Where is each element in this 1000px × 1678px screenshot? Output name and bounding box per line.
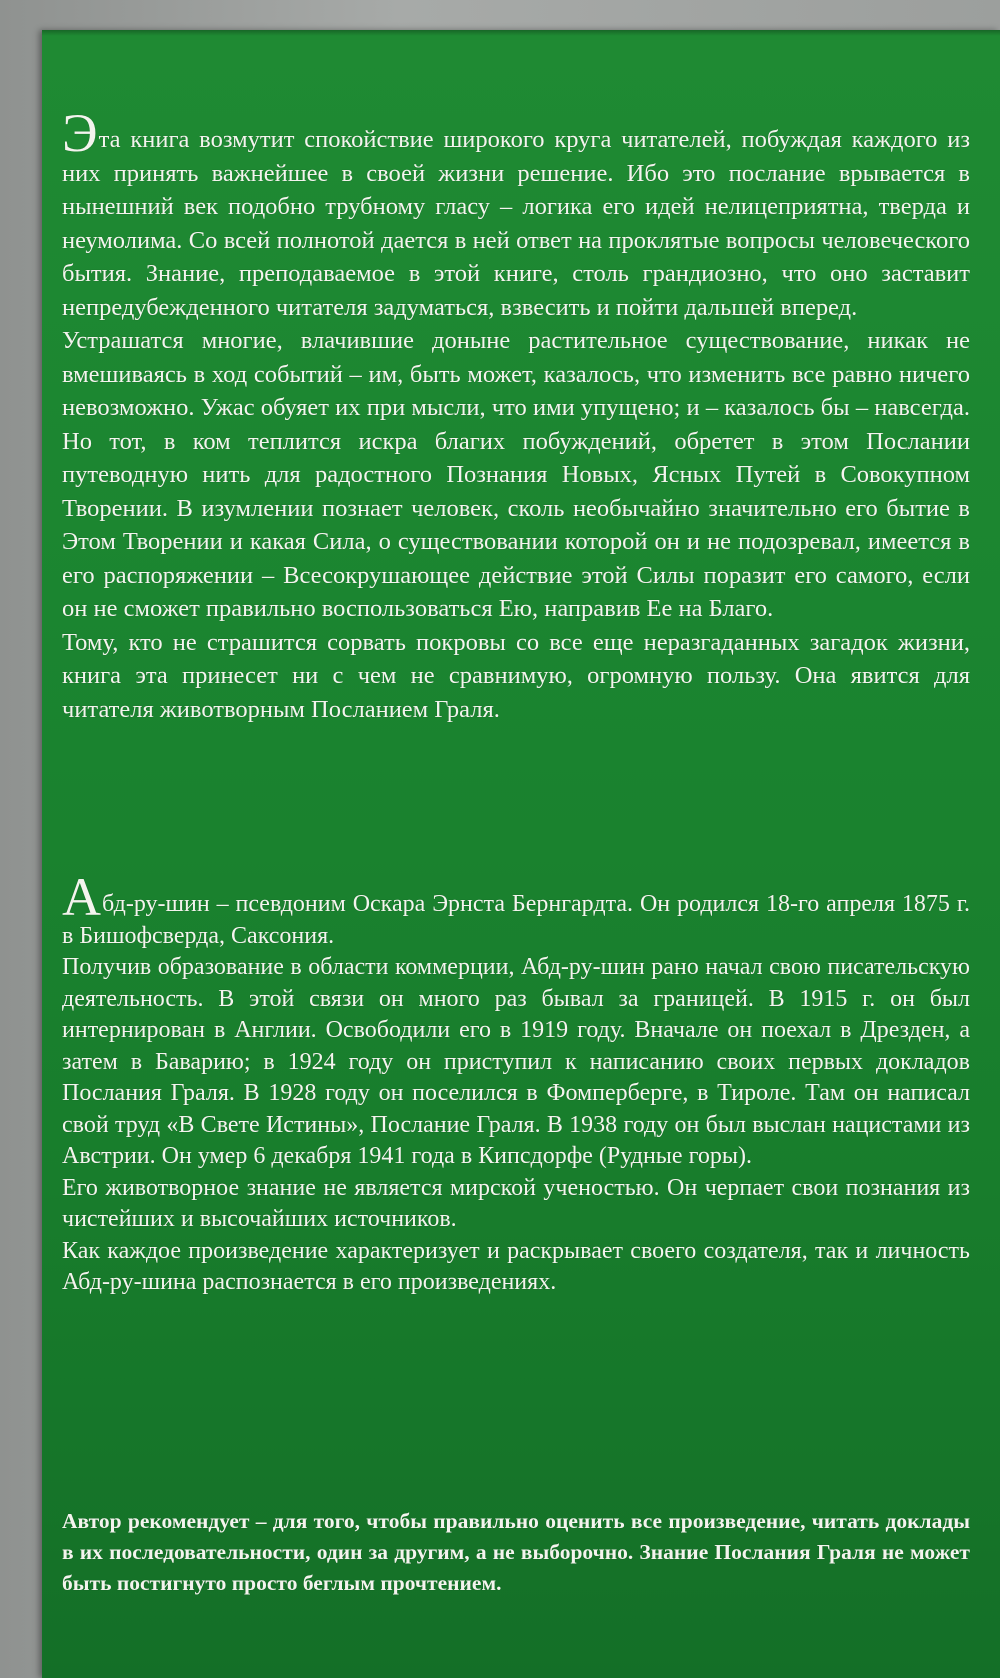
author-recommendation bbox=[62, 1506, 970, 1599]
intro-paragraph-1-text: та книга возмутит спокойствие широкого круга читателей, побуждая каждого из них принять важнейшее в своей жизни решение. Ибо это послание врывается в нынешний век подобно трубному гласу – логика его идей нелицеприятна, тверда и неумолима. Со всей полнотой дается в ней ответ на проклятые вопросы человеческого бытия. Знание, преподаваемое в этой книге, столь грандиозно, что оно заставит непредубежденного читателя задуматься, взвесить и пойти дальшей вперед. bbox=[62, 126, 970, 321]
bio-dropcap: А bbox=[62, 867, 101, 927]
intro-paragraph-3: Тому, кто не страшится сорвать покровы со все еще неразгаданных загадок жизни, книга эта принесет ни с чем не сравнимую, огромную пользу. Она явится для читателя животворным Посланием Граля. bbox=[62, 628, 970, 723]
bio-paragraph-2: Получив образование в области коммерции, Абд-ру-шин рано начал свою писательскую деятельность. В этой связи он много раз бывал за границей. В 1915 г. он был интернирован в Англии. Освободили его в 1919 году. Вначале он поехал в Дрезден, а затем в Баварию; в 1924 году он приступил к написанию своих первых докладов Послания Граля. В 1928 году он поселился в Фомперберге, в Тироле. Там он написал свой труд «В Свете Истины», Послание Граля. В 1938 году он был выслан нацистами из Австрии. Он умер 6 декабря 1941 года в Кипсдорфе (Рудные горы). bbox=[62, 954, 970, 1169]
recommendation-text: Автор рекомендует – для того, чтобы правильно оценить все произведение, читать доклады в их последовательности, один за другим, а не выборочно. Знание Послания Граля не может быть постигнуто просто беглым прочтением. bbox=[62, 1509, 970, 1595]
bio-paragraph-1-text: бд-ру-шин – псевдоним Оскара Эрнста Бернгардта. Он родился 18-го апреля 1875 г. в Бишофсверда, Саксония. bbox=[62, 891, 970, 949]
bio-paragraph-4: Как каждое произведение характеризует и раскрывает своего создателя, так и личность Абд-ру-шина распознается в его произведениях. bbox=[62, 1237, 970, 1295]
intro-section bbox=[62, 103, 970, 726]
bio-paragraph-3: Его животворное знание не является мирской ученостью. Он черпает свои познания из чистейших и высочайших источников. bbox=[62, 1174, 970, 1232]
intro-paragraph-2: Устрашатся многие, влачившие доныне растительное существование, никак не вмешиваясь в ход событий – им, быть может, казалось, что изменить все равно ничего невозможно. Ужас обуяет их при мысли, что ими упущено; и – казалось бы – навсегда. Но тот, в ком теплится искра благих побуждений, обретет в этом Послании путеводную нить для радостного Познания Новых, Ясных Путей в Совокупном Творении. В изумлении познает человек, сколь необычайно значительно его бытие в Этом Творении и какая Сила, о существовании которой он и не подозревал, имеется в его распоряжении – Всесокрушающее действие этой Силы поразит его самого, если он не сможет правильно воспользоваться Ею, направив Ее на Благо. bbox=[62, 327, 970, 622]
author-bio-section bbox=[62, 867, 970, 1299]
cover-top-edge bbox=[42, 30, 1000, 36]
book-back-cover bbox=[42, 30, 1000, 1678]
intro-dropcap: Э bbox=[62, 103, 98, 163]
bio-paragraph-1 bbox=[62, 867, 970, 952]
intro-paragraph-1 bbox=[62, 103, 970, 324]
